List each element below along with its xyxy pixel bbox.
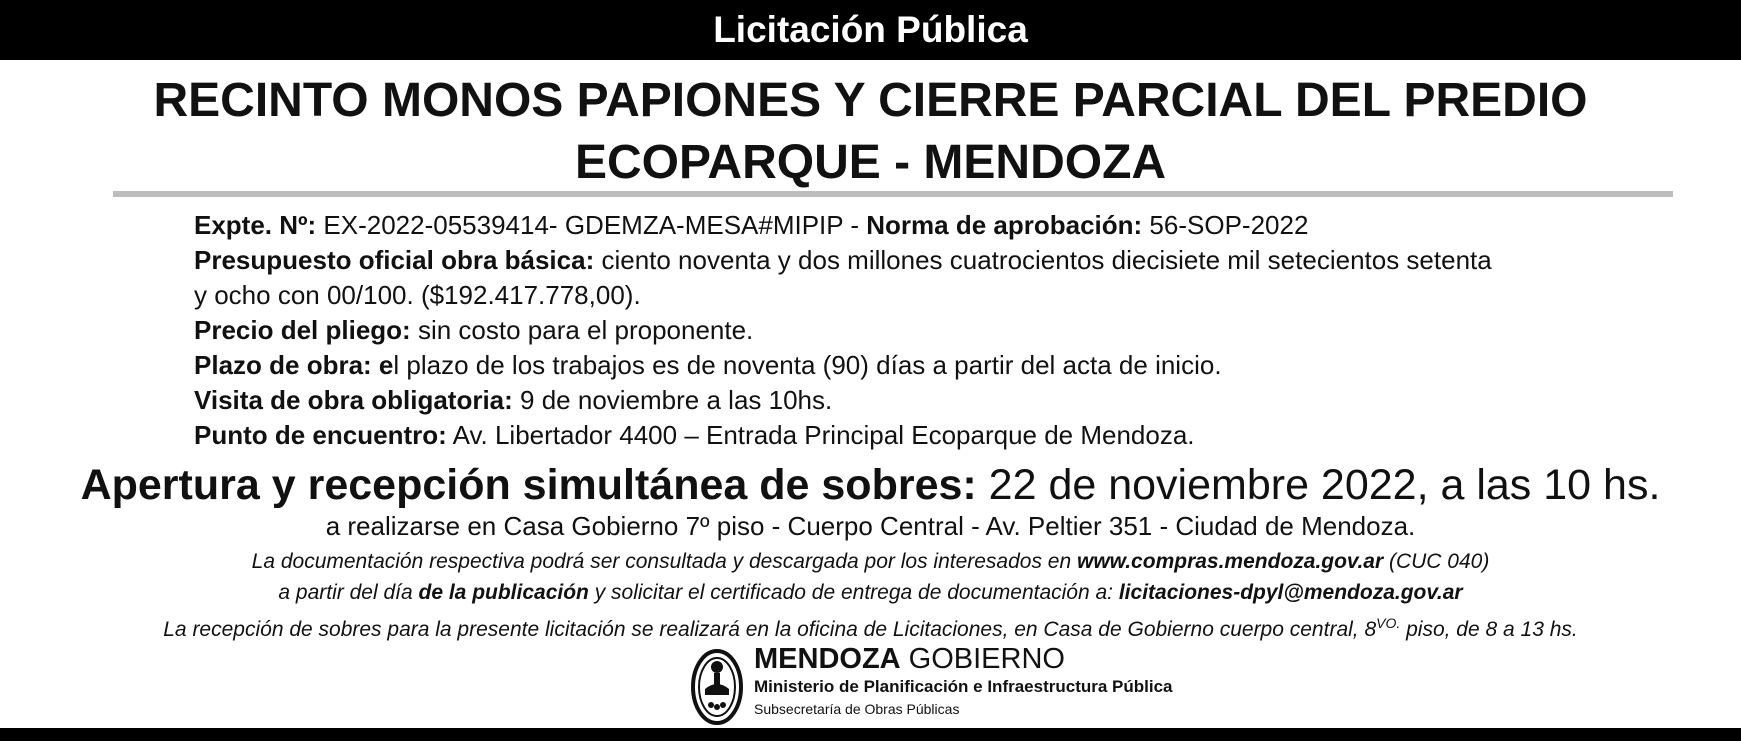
logo-subsecretaria: Subsecretaría de Obras Públicas — [754, 701, 960, 717]
header-title: Licitación Pública — [713, 9, 1028, 50]
punto-label: Punto de encuentro: — [194, 420, 447, 450]
expte-line — [194, 208, 1614, 243]
logo-ministry: Ministerio de Planificación e Infraestructura Pública — [754, 677, 1173, 696]
footer-bar — [0, 728, 1741, 741]
email-link[interactable]: licitaciones-dpyl@mendoza.gov.ar — [1118, 581, 1463, 604]
plazo-value: l plazo de los trabajos es de noventa (90) días a partir del acta de inicio. — [393, 350, 1222, 380]
expte-label: Expte. Nº: — [194, 210, 317, 240]
precio-line — [194, 313, 1614, 348]
notes-line1 — [0, 546, 1741, 577]
presupuesto-value: ciento noventa y dos millones cuatrocientos diecisiete mil setecientos setenta — [594, 245, 1492, 275]
logo-name-regular: GOBIERNO — [900, 643, 1065, 675]
logo-text — [754, 643, 1173, 719]
norma-value: 56-SOP-2022 — [1142, 210, 1309, 240]
notes-line2-text: a partir del día — [278, 581, 419, 604]
norma-label: Norma de aprobación: — [866, 210, 1143, 240]
notes-line3 — [0, 608, 1741, 645]
presupuesto-line-cont — [194, 278, 1614, 313]
plazo-label: Plazo de obra: e — [194, 350, 394, 380]
title-divider — [113, 191, 1673, 197]
apertura-label: Apertura y recepción simultánea de sobres: — [80, 461, 977, 509]
project-title-line2: ECOPARQUE - MENDOZA — [574, 136, 1167, 189]
expte-value: EX-2022-05539414- GDEMZA-MESA#MIPIP - — [316, 210, 867, 240]
details-block — [194, 208, 1614, 453]
plazo-line — [194, 348, 1614, 383]
visita-line — [194, 383, 1614, 418]
visita-value: 9 de noviembre a las 10hs. — [512, 385, 833, 415]
logo-name — [754, 643, 1173, 675]
logo-name-bold: MENDOZA — [754, 643, 901, 675]
notes-line1-text: La documentación respectiva podrá ser consultada y descargada por los interesados en — [251, 550, 1077, 573]
header-bar — [0, 0, 1741, 60]
precio-label: Precio del pliego: — [194, 315, 411, 345]
notes-line2-bold: de la publicación — [418, 581, 589, 604]
government-logo — [690, 643, 1210, 728]
apertura-line — [0, 458, 1741, 512]
apertura-location: a realizarse en Casa Gobierno 7º piso - Cuerpo Central - Av. Peltier 351 - Ciudad de Mendoza. — [325, 511, 1416, 541]
notes-line3-text: La recepción de sobres para la presente licitación se realizará en la oficina de Licitaciones, en Casa de Gobierno cuerpo central, 8 — [163, 618, 1377, 641]
visita-label: Visita de obra obligatoria: — [194, 385, 513, 415]
compras-url-link[interactable]: www.compras.mendoza.gov.ar — [1077, 550, 1384, 573]
notes-line3-text-b: piso, de 8 a 13 hs. — [1400, 618, 1578, 641]
apertura-value: 22 de noviembre 2022, a las 10 hs. — [976, 461, 1661, 509]
presupuesto-line — [194, 243, 1614, 278]
precio-value: sin costo para el proponente. — [410, 315, 754, 345]
provincial-crest-icon — [690, 645, 744, 725]
notes-line2-text-b: y solicitar el certificado de entrega de documentación a: — [588, 581, 1119, 604]
punto-line — [194, 418, 1614, 453]
notes-line3-sup: VO. — [1376, 615, 1401, 631]
presupuesto-label: Presupuesto oficial obra básica: — [194, 245, 595, 275]
presupuesto-value-cont: y ocho con 00/100. ($192.417.778,00). — [194, 280, 641, 310]
notes-line2 — [0, 577, 1741, 608]
notes-line1-cuc: (CUC 040) — [1383, 550, 1490, 573]
project-title-line1: RECINTO MONOS PAPIONES Y CIERRE PARCIAL DEL PREDIO — [153, 74, 1588, 127]
project-title — [0, 70, 1741, 194]
notes-block — [0, 546, 1741, 645]
punto-value: Av. Libertador 4400 – Entrada Principal Ecoparque de Mendoza. — [446, 420, 1195, 450]
